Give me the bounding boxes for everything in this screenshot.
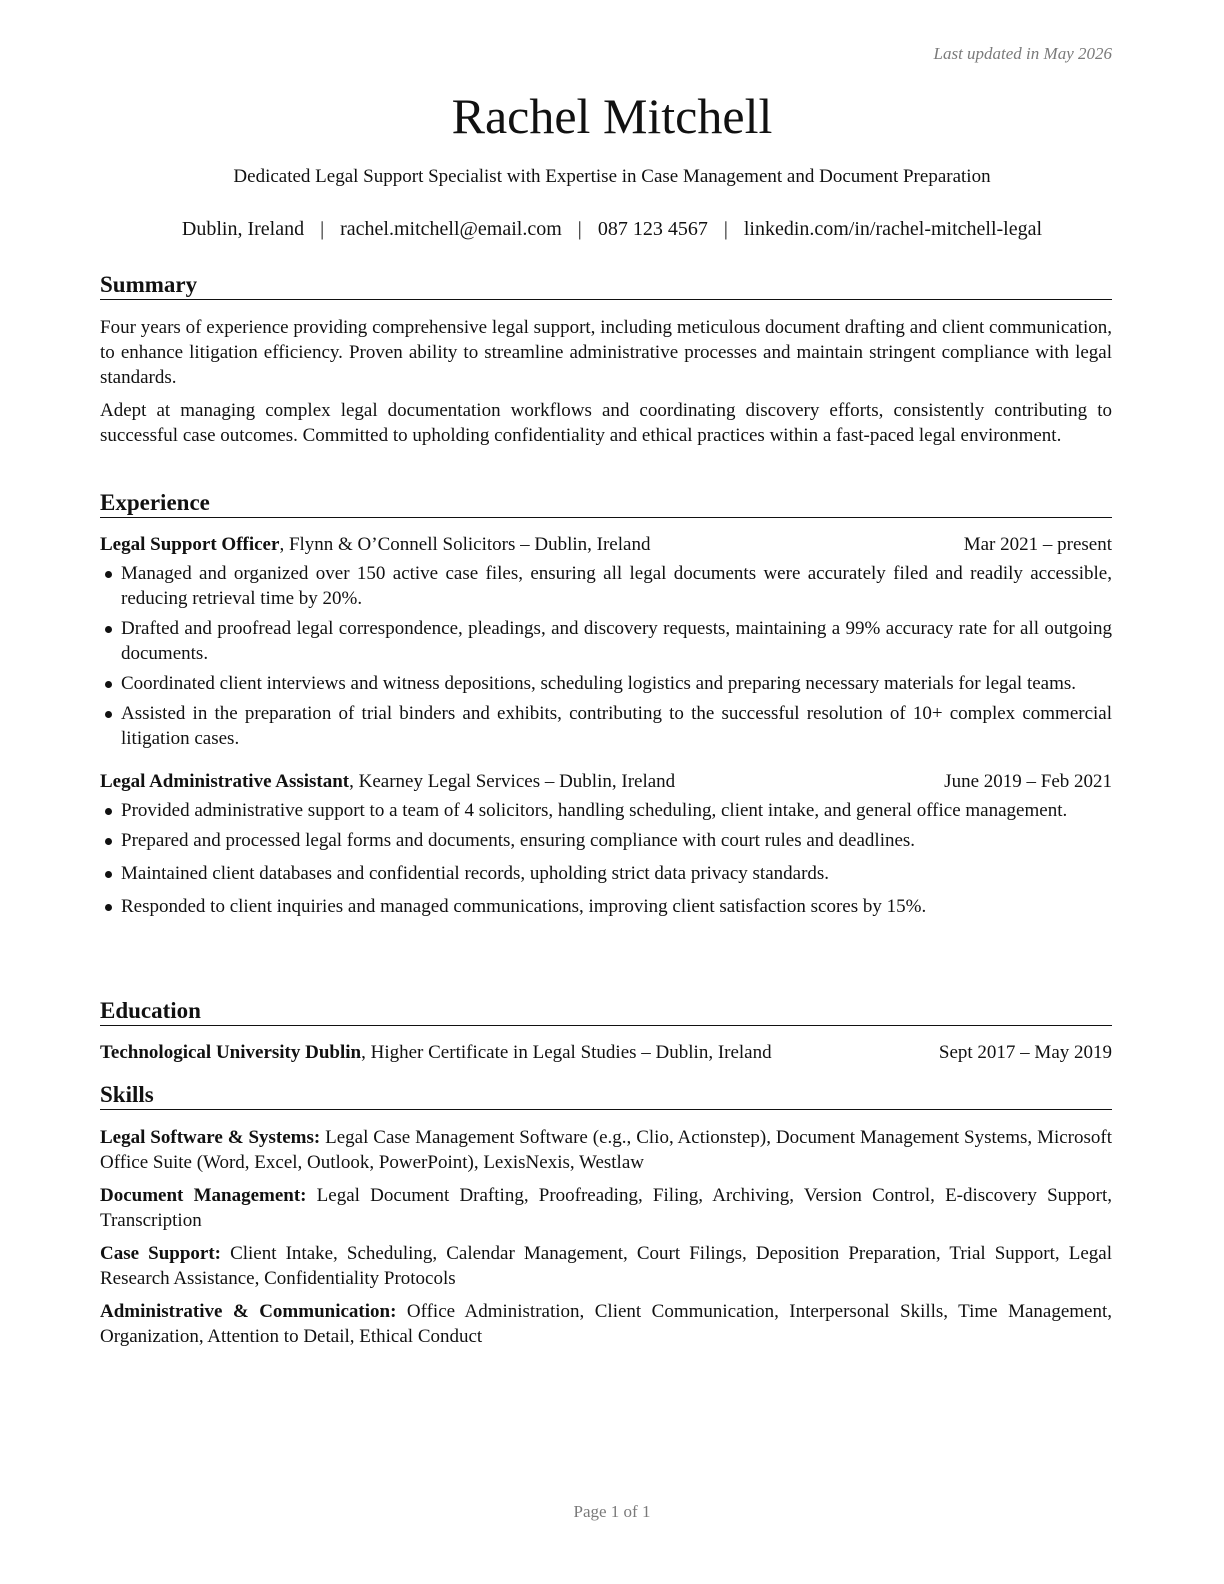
skills-section <box>100 1082 1112 1357</box>
education-dates: Sept 2017 – May 2019 <box>938 1042 1112 1063</box>
contact-linkedin[interactable]: linkedin.com/in/rachel-mitchell-legal <box>743 218 1043 240</box>
job-bullets <box>100 798 1112 919</box>
job-header <box>100 769 1112 794</box>
skill-row <box>100 1241 1112 1291</box>
section-heading-education: Education <box>100 998 1112 1026</box>
skill-label: Document Management: <box>100 1185 307 1206</box>
job-title: Legal Support Officer <box>100 534 280 555</box>
summary-paragraph: Four years of experience providing comprehensive legal support, including meticulous document drafting and client communication, to enhance litigation efficiency. Proven ability to streamline administrative processes and maintain stringent compliance with legal standards. <box>100 317 1112 388</box>
education-detail: , Higher Certificate in Legal Studies – Dublin, Ireland <box>361 1042 772 1063</box>
job-bullets <box>100 561 1112 751</box>
contact-location: Dublin, Ireland <box>181 218 305 240</box>
contact-phone: 087 123 4567 <box>597 218 708 240</box>
list-item: Provided administrative support to a team of 4 solicitors, handling scheduling, client intake, and general office management. <box>100 798 1112 823</box>
page-number: Page 1 of 1 <box>573 1502 651 1521</box>
skill-label: Administrative & Communication: <box>100 1301 397 1322</box>
job-entry <box>100 532 1112 751</box>
list-item: Responded to client inquiries and managed communications, improving client satisfaction scores by 15%. <box>100 894 1112 919</box>
list-item: Maintained client databases and confidential records, upholding strict data privacy standards. <box>100 861 1112 886</box>
list-item: Prepared and processed legal forms and documents, ensuring compliance with court rules and deadlines. <box>100 828 1112 853</box>
summary-paragraph: Adept at managing complex legal documentation workflows and coordinating discovery efforts, consistently contributing to successful case outcomes. Committed to upholding confidentiality and ethical practices within a fast-paced legal environment. <box>100 400 1112 446</box>
skill-row <box>100 1183 1112 1233</box>
contact-email[interactable]: rachel.mitchell@email.com <box>340 218 562 240</box>
job-employer: , Kearney Legal Services – Dublin, Ireland <box>349 771 676 792</box>
skills-list <box>100 1125 1112 1349</box>
section-heading-summary: Summary <box>100 272 1112 300</box>
education-entry <box>100 1040 1112 1065</box>
education-section <box>100 998 1112 1065</box>
experience-section <box>100 490 1112 924</box>
job-title: Legal Administrative Assistant <box>100 771 350 792</box>
job-dates: Mar 2021 – present <box>963 534 1112 555</box>
tagline: Dedicated Legal Support Specialist with Expertise in Case Management and Document Preparation <box>233 166 991 187</box>
skill-text: Legal Document Drafting, Proofreading, Filing, Archiving, Version Control, E-discovery Support, Transcription <box>100 1185 1112 1231</box>
list-item: Coordinated client interviews and witness depositions, scheduling logistics and preparing necessary materials for legal teams. <box>100 671 1112 696</box>
school-name: Technological University Dublin <box>100 1042 362 1063</box>
contact-line <box>0 218 1224 241</box>
list-item: Assisted in the preparation of trial binders and exhibits, contributing to the successful resolution of 10+ complex commercial litigation cases. <box>100 701 1112 751</box>
job-entry <box>100 769 1112 919</box>
list-item: Drafted and proofread legal correspondence, pleadings, and discovery requests, maintaining a 99% accuracy rate for all outgoing documents. <box>100 616 1112 666</box>
skill-text: Legal Case Management Software (e.g., Clio, Actionstep), Document Management Systems, Microsoft Office Suite (Word, Excel, Outlook, PowerPoint), LexisNexis, Westlaw <box>100 1127 1112 1173</box>
skill-text: Office Administration, Client Communication, Interpersonal Skills, Time Management, Organization, Attention to Detail, Ethical Conduct <box>100 1301 1112 1347</box>
section-heading-experience: Experience <box>100 490 1112 518</box>
skill-label: Case Support: <box>100 1243 221 1264</box>
skill-text: Client Intake, Scheduling, Calendar Management, Court Filings, Deposition Preparation, Trial Support, Legal Research Assistance, Confidentiality Protocols <box>100 1243 1112 1289</box>
job-employer: , Flynn & O’Connell Solicitors – Dublin, Ireland <box>279 534 651 555</box>
section-heading-skills: Skills <box>100 1082 1112 1110</box>
skill-label: Legal Software & Systems: <box>100 1127 321 1148</box>
contact-separator: | <box>320 218 325 240</box>
summary-section <box>100 272 1112 448</box>
list-item: Managed and organized over 150 active case files, ensuring all legal documents were accurately filed and readily accessible, reducing retrieval time by 20%. <box>100 561 1112 611</box>
candidate-name: Rachel Mitchell <box>451 88 773 144</box>
job-header <box>100 532 1112 557</box>
contact-separator: | <box>723 218 728 240</box>
job-dates: June 2019 – Feb 2021 <box>944 771 1112 792</box>
skill-row <box>100 1299 1112 1349</box>
contact-separator: | <box>577 218 582 240</box>
last-updated-note: Last updated in May 2026 <box>933 44 1112 63</box>
skill-row <box>100 1125 1112 1175</box>
